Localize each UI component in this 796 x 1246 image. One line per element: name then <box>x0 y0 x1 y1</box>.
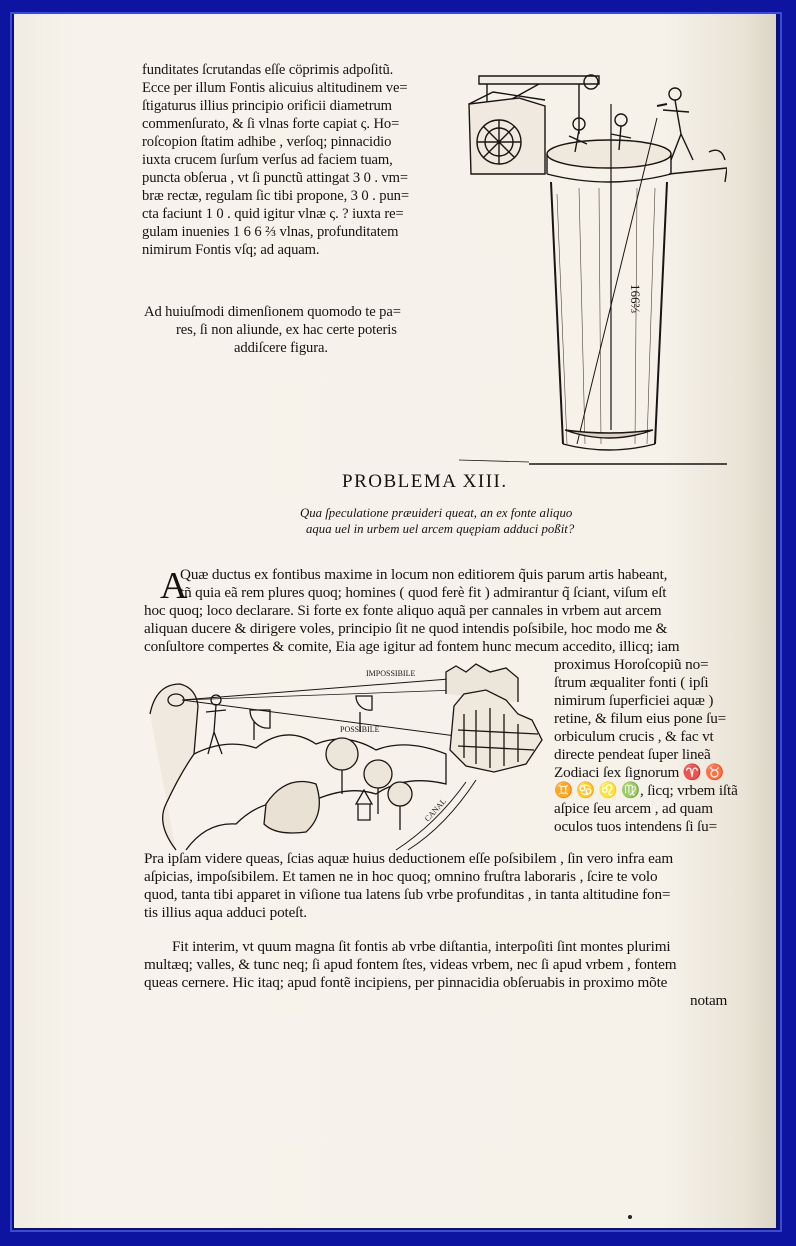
well-woodcut <box>459 64 727 466</box>
drop-cap: A <box>160 565 188 607</box>
figure-caption-line: res, ſi non aliunde, ex hac certe poteris <box>176 322 397 338</box>
paragraph-line: aſpicias, impoſsibilem. Et tamen ne in hoc quoq; omnino fruſtra laboraris , ſcire te volo <box>144 868 658 885</box>
intro-line: ſtigaturus illius principio orificii diametrum <box>142 98 392 114</box>
label-impossible: IMPOSSIBILE <box>366 669 416 678</box>
paragraph-side-line: nimirum ſuperficiei aquæ ) <box>554 692 714 709</box>
ink-speck <box>628 1215 632 1219</box>
intro-line: bræ rectæ, regulam ſic tibi propone, 3 0 . pun= <box>142 188 409 204</box>
intro-line: funditates ſcrutandas eſſe cöprimis adpoſitũ. <box>142 62 394 78</box>
intro-line: puncta obſerua , vt ſi punctũ attingat 3 0 . vm= <box>142 170 409 186</box>
paragraph-side-line: oculos tuos intendens ſi ſu= <box>554 818 717 835</box>
paragraph-side-line: Zodiaci ſex ſignorum ♈ ♉ <box>554 764 725 781</box>
catchword: notam <box>690 992 728 1009</box>
paragraph-line: Fit interim, vt quum magna ſit fontis ab vrbe diſtantia, interpoſiti ſint montes plurimi <box>172 938 671 955</box>
label-possible: POSSIBILE <box>340 725 380 734</box>
intro-line: Ecce per illum Fontis alicuius altitudinem ve= <box>142 80 408 96</box>
figure-caption-line: Ad huiuſmodi dimenſionem quomodo te pa= <box>144 304 401 320</box>
problem-heading: PROBLEMA XIII. <box>342 471 508 492</box>
paragraph-line: Pra ipſam videre queas, ſcias aquæ huius deductionem eſſe poſsibilem , ſin vero infra eam <box>144 850 674 867</box>
paragraph-line: tis illius aqua adduci poteſt. <box>144 904 307 921</box>
label-canal: CANAL <box>422 796 448 824</box>
paragraph-line: aliquan ducere & dirigere voles, principio ſit ne quod intendis poſsibile, hoc modo me & <box>144 620 668 637</box>
intro-line: roſcopion ſtatim adhibe , verſoq; pinnacidio <box>142 134 392 150</box>
paragraph-line: conſultore compertes & comite, Eia age igitur ad fontem hunc mecum accedito, illicq; iam <box>144 638 680 655</box>
paragraph-side-line: directe pendeat ſuper lineã <box>554 746 711 763</box>
paragraph-side-line: ſtrum æqualiter fonti ( ipſi <box>554 674 709 691</box>
paragraph-side-line: retine, & filum eius pone ſu= <box>554 710 727 727</box>
paragraph-side-line: aſpice ſeu arcem , ad quam <box>554 800 713 817</box>
paragraph-side-line: proximus Horoſcopiũ no= <box>554 656 709 673</box>
intro-line: commenſurato, & ſi vlnas forte capiat ς. Ho= <box>142 116 400 132</box>
paragraph-line: Quæ ductus ex fontibus maxime in locum non editiorem q̃uis parum artis habeant, <box>180 566 668 583</box>
paragraph-line: multæq; valles, & tunc neq; ſi apud fontem ſtes, videas vrbem, nec ſi apud vrbem , fontem <box>144 956 677 973</box>
problem-subheading-line: aqua uel in urbem uel arcem quępiam adduci poßit? <box>306 522 575 536</box>
book-page <box>14 14 776 1228</box>
paragraph-side-line: ♊ ♋ ♌ ♍, ſicq; vrbem iſtã <box>554 782 738 799</box>
intro-line: cta faciunt 1 0 . quid igitur vlnæ ς. ? iuxta re= <box>142 206 404 222</box>
intro-line: gulam inuenies 1 6 6 ⅔ vlnas, profunditatem <box>142 224 399 240</box>
paragraph-side-line: orbiculum crucis , & fac vt <box>554 728 714 745</box>
intro-line: nimirum Fontis vſq; ad aquam. <box>142 242 320 258</box>
paragraph-line: hoc quoq; loco declarare. Si forte ex fonte aliquo aquã per cannales in vrbem aut arcem <box>144 602 662 619</box>
intro-line: iuxta crucem ſurſum verſus ad faciem tuam, <box>142 152 393 168</box>
figure-caption-line: addiſcere figura. <box>234 340 328 356</box>
landscape-woodcut <box>146 654 551 852</box>
well-depth-label: 166⅔ <box>628 284 643 314</box>
paragraph-line: queas cernere. Hic itaq; apud fontẽ incipiens, per pinnacidia obſeruabis in proximo mõte <box>144 974 668 991</box>
problem-subheading-line: Qua ſpeculatione præuideri queat, an ex fonte aliquo <box>300 506 573 520</box>
paragraph-line: quod, tanta tibi apparet in viſione tua latens ſub vrbe profunditas , in tanta altitudine fon= <box>144 886 671 903</box>
paragraph-line: tñ quia eã rem plures quoq; homines ( quod ferè fit ) admirantur q̃ ſciant, viſum eſt <box>180 584 667 601</box>
